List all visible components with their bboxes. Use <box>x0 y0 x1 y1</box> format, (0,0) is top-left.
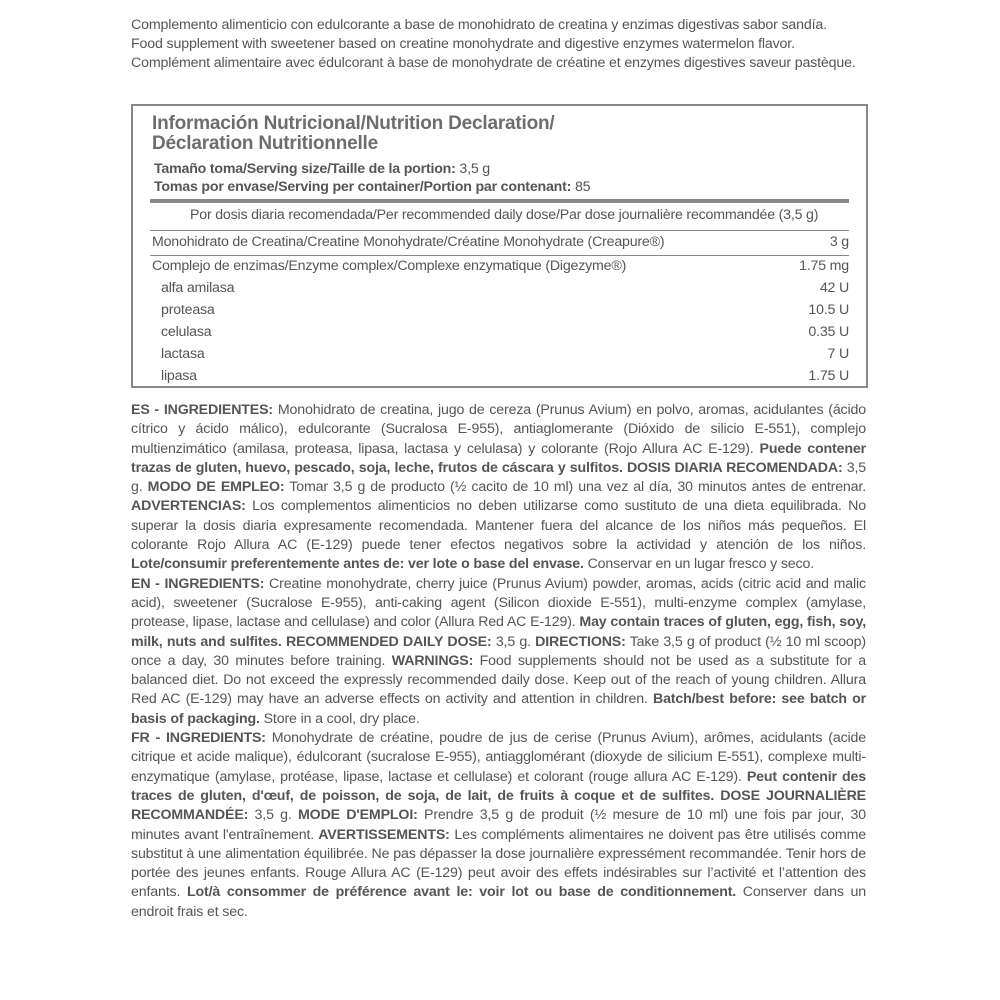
serving-info <box>154 160 590 196</box>
servings-per-container: Tomas por envase/Serving per container/Portion par contenant: 85 <box>154 179 591 195</box>
section-es: ES - INGREDIENTES: Monohidrato de creatina, jugo de cereza (Prunus Avium) en polvo, aromas, acidulantes (ácido cítrico y ácido málico), edulcorante (Sucralosa E-955), antiaglomerante (Dióxido de silicio E-551), complejo multienzimático (amilasa, proteasa, lipasa, lactasa y celulasa) y colorante (Rojo Allura AC E-129). Puede contener trazas de gluten, huevo, pescado, soja, leche, frutos de cáscara y sulfitos. DOSIS DIARIA RECOMENDADA: 3,5 g. MODO DE EMPLEO: Tomar 3,5 g de producto (½ cacito de 10 ml) una vez al día, 30 minutos antes de entrenar. ADVERTENCIAS: Los complementos alimenticios no deben utilizarse como sustituto de una dieta equilibrada. No superar la dosis diaria expresamente recomendada. Mantener fuera del alcance de los niños más pequeños. El colorante Rojo Allura AC (E-129) puede tener efectos negativos sobre la actividad y atención de los niños. Lote/consumir preferentemente antes de: ver lote o base del envase. Conservar en un lugar fresco y seco. <box>131 402 866 573</box>
label-body <box>131 401 866 922</box>
dose-header: Por dosis diaria recomendada/Per recommended daily dose/Par dose journalière recommandée (3,5 g) <box>190 207 819 223</box>
description-en: Food supplement with sweetener based on creatine monohydrate and digestive enzymes watermelon flavor. <box>131 36 795 52</box>
divider <box>150 255 849 256</box>
divider <box>783 386 849 387</box>
divider-thick <box>150 199 849 203</box>
serving-size: Tamaño toma/Serving size/Taille de la portion: 3,5 g <box>154 161 490 177</box>
section-fr: FR - INGREDIENTS: Monohydrate de créatine, poudre de jus de cerise (Prunus Avium), arômes, acidulants (acide citrique et acide malique), édulcorant (sucralose E-955), antiagglomérant (dioxyde de silicium E-551), complexe multi-enzymatique (amylase, protéase, lipase, lactase et cellulase) et colorant (rouge allura AC E-129). Peut contenir des traces de gluten, d'œuf, de poisson, de soja, de lait, de fruits à coque et de sulfites. DOSE JOURNALIÈRE RECOMMANDÉE: 3,5 g. MODE D'EMPLOI: Prendre 3,5 g de produit (½ mesure de 10 ml) une fois par jour, 30 minutes avant l'entraînement. AVERTISSEMENTS: Les compléments alimentaires ne doivent pas être utilisés comme substitut à une alimentation équilibrée. Ne pas dépasser la dose journalière expressément recommandée. Tenir hors de portée des jeunes enfants. Rouge Allura AC (E-129) peut avoir des effets indésirables sur l’activité et l’attention des enfants. Lot/à consommer de préférence avant le: voir lot ou base de conditionnement. Conserver dans un endroit frais et sec. <box>131 730 867 920</box>
nutrition-panel: Información Nutricional/Nutrition Declaration/ Déclaration Nutritionnelle Tamaño toma/Serving size/Taille de la portion: 3,5 g Tomas por envase/Serving per container/Portion par contenant: 85 Por dosis diaria recomendada/Per recommended daily dose/Par dose journalière recommandée (3,5 g) Monohidrato de Creatina/Creatine Monohydrate/Créatine Monohydrate (Creapure®) 3 g Complejo de enzimas/Enzyme complex/Complexe enzymatique (Digezyme®) 1.75 mg alfa amilasa 42 U proteasa 10.5 U celulasa 0.35 U lactasa 7 U lipasa 1.75 U <box>131 104 868 388</box>
nutrition-title: Información Nutricional/Nutrition Declaration/ Déclaration Nutritionnelle <box>152 113 555 154</box>
section-en: EN - INGREDIENTS: Creatine monohydrate, cherry juice (Prunus Avium) powder, aromas, acids (citric acid and malic acid), sweetener (Sucralose E-955), anti-caking agent (Silicon dioxide E-551), multi-enzyme complex (amylase, protease, lipase, lactase and cellulase) and color (Allura Red AC E-129). May contain traces of gluten, egg, fish, soy, milk, nuts and sulfites. RECOMMENDED DAILY DOSE: 3,5 g. DIRECTIONS: Take 3,5 g of product (½ 10 ml scoop) once a day, 30 minutes before training. WARNINGS: Food supplements should not be used as a substitute for a balanced diet. Do not exceed the expressly recommended daily dose. Keep out of the reach of young children. Allura Red AC (E-129) may have an adverse effects on activity and attention in children. Batch/best before: see batch or basis of packaging. Store in a cool, dry place. <box>131 575 866 727</box>
description-es: Complemento alimenticio con edulcorante a base de monohidrato de creatina y enzimas digestivas sabor sandía. <box>131 17 827 33</box>
divider <box>150 230 849 231</box>
description-fr: Complément alimentaire avec édulcorant à base de monohydrate de créatine et enzymes digestives saveur pastèque. <box>131 55 856 71</box>
product-description <box>131 16 871 73</box>
